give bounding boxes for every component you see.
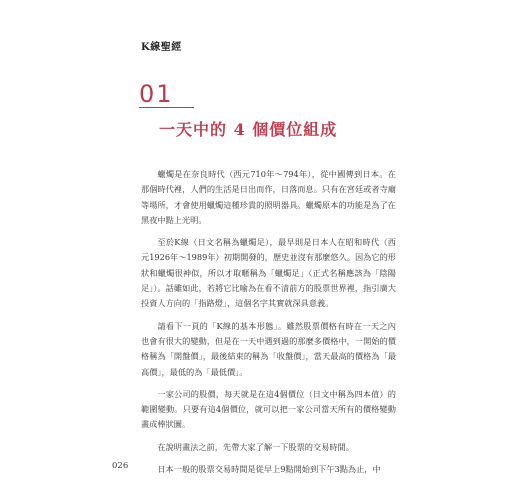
paragraph-4: 一家公司的股價，每天就是在這4個價位（日文中稱為四本值）的範圍變動。只要有這4個價位，就可以把一家公司當天所有的價格變動畫成棒狀圖。 bbox=[141, 388, 396, 430]
paragraph-2: 至於K線（日文名稱為蠟燭足），最早則是日本人在昭和時代（西元1926年～1989年）初期開發的，歷史並沒有那麼悠久。因為它的形狀和蠟燭很神似，所以才取暱稱為「蠟燭足」（正式名稱應該為「陰陽足」）。話雖如此，若將它比喻為在看不清前方的股票世界裡，指引廣大投資人方向的「指路燈」，這個名字其實就深具意義。 bbox=[141, 237, 396, 309]
page-number: 026 bbox=[112, 461, 129, 471]
chapter-number: 01 bbox=[139, 80, 174, 108]
running-head: K線聖經 bbox=[141, 42, 182, 53]
paragraph-5: 在說明畫法之前，先帶大家了解一下股票的交易時間。 bbox=[157, 441, 354, 452]
chapter-title: 一天中的 4 個價位組成 bbox=[159, 120, 338, 139]
paragraph-1: 蠟燭是在奈良時代（西元710年～794年），從中國傳到日本。在那個時代裡，人們的生活是日出而作，日落而息。只有在宮廷或者寺廟等場所，才會使用蠟燭這種珍貴的照明器具。蠟燭原本的功能是為了在黑夜中點上光明。 bbox=[141, 169, 396, 225]
body-text bbox=[141, 167, 396, 484]
chapter-divider bbox=[139, 107, 194, 108]
paragraph-6: 日本一般的股票交易時間是從早上9點開始到下午3點為止，中 bbox=[157, 464, 381, 475]
paragraph-3: 請看下一頁的「K線的基本形態」。雖然股票價格有時在一天之內也會有很大的變動，但是在一天中遇到過的那麼多價格中，一開始的價格稱為「開盤價」，最後結束的稱為「收盤價」，當天最高的價格為「最高價」，最低的為「最低價」。 bbox=[141, 320, 396, 377]
